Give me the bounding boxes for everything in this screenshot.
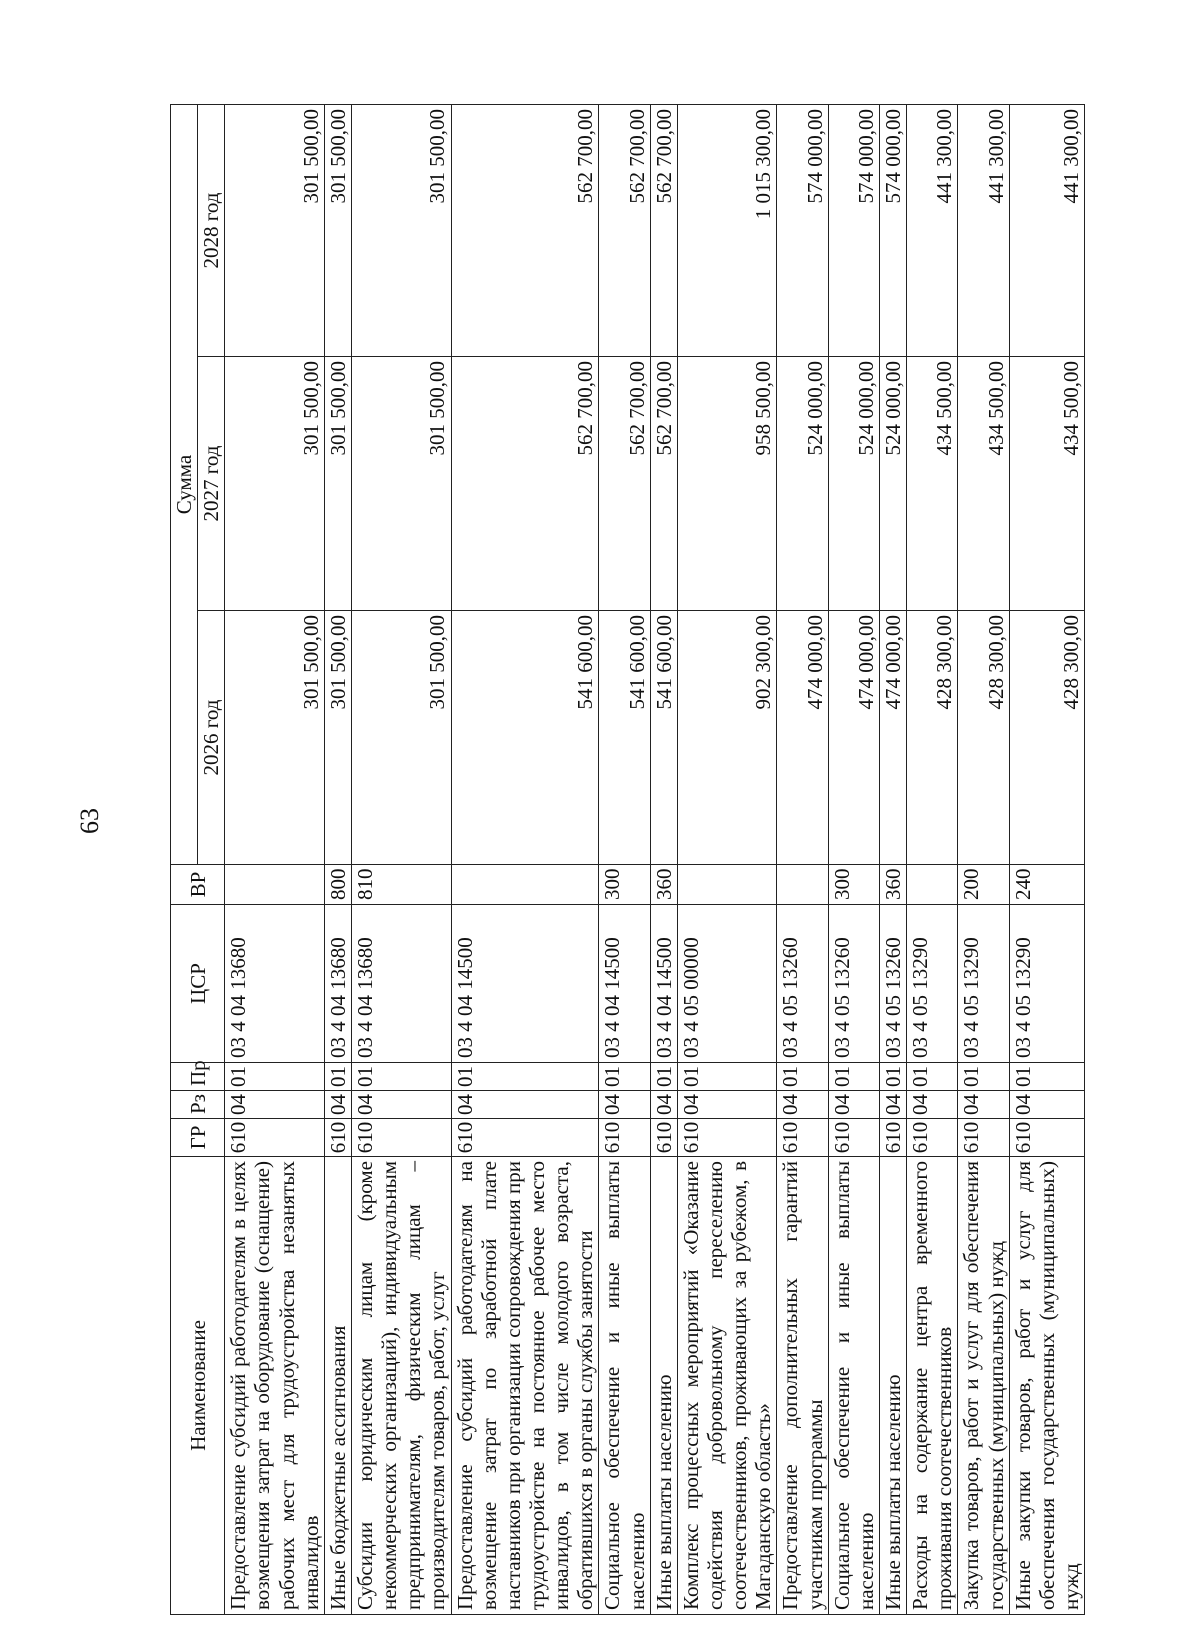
cell-2026: 541 600,00: [451, 611, 599, 865]
cell-gr: 610: [677, 1119, 777, 1157]
cell-vr: 800: [324, 865, 351, 905]
cell-gr: 610: [958, 1119, 1009, 1157]
cell-2027: 434 500,00: [907, 357, 958, 611]
cell-2028: 441 300,00: [958, 104, 1009, 356]
cell-2027: 562 700,00: [650, 357, 677, 611]
cell-csr: 03 4 04 13680: [351, 905, 451, 1063]
cell-vr: [677, 865, 777, 905]
cell-2027: 524 000,00: [777, 357, 828, 611]
cell-2027: 562 700,00: [451, 357, 599, 611]
page-number: 63: [75, 808, 104, 834]
cell-2026: 541 600,00: [599, 611, 650, 865]
cell-rz: 04: [677, 1091, 777, 1119]
header-vr: ВР: [171, 865, 225, 905]
cell-2026: 474 000,00: [828, 611, 879, 865]
cell-2028: 574 000,00: [777, 104, 828, 356]
cell-csr: 03 4 04 13680: [225, 905, 325, 1063]
cell-2027: 434 500,00: [1009, 357, 1084, 611]
cell-csr: 03 4 05 13290: [1009, 905, 1084, 1063]
header-2028: 2028 год: [198, 104, 225, 356]
cell-csr: 03 4 05 13260: [777, 905, 828, 1063]
cell-pr: 01: [225, 1063, 325, 1091]
cell-2028: 574 000,00: [879, 104, 906, 356]
cell-name: Предоставление дополнительных гарантий участникам программы: [777, 1157, 828, 1615]
cell-vr: 360: [879, 865, 906, 905]
cell-2028: 301 500,00: [324, 104, 351, 356]
cell-2027: 524 000,00: [828, 357, 879, 611]
table-row: [451, 104, 599, 1614]
cell-name: Расходы на содержание центра временного проживания соотечественников: [907, 1157, 958, 1615]
table-row: [599, 104, 650, 1614]
cell-vr: 810: [351, 865, 451, 905]
cell-name: Предоставление субсидий работодателям в целях возмещения затрат на оборудование (оснащение) рабочих мест для трудоустройства незанятых инвалидов: [225, 1157, 325, 1615]
cell-name: Иные выплаты населению: [879, 1157, 906, 1615]
cell-vr: 300: [599, 865, 650, 905]
cell-2028: 301 500,00: [351, 104, 451, 356]
cell-2026: 428 300,00: [907, 611, 958, 865]
cell-gr: 610: [225, 1119, 325, 1157]
cell-2027: 958 500,00: [677, 357, 777, 611]
cell-vr: 360: [650, 865, 677, 905]
cell-2028: 441 300,00: [1009, 104, 1084, 356]
header-sum: Сумма: [171, 104, 198, 864]
cell-pr: 01: [879, 1063, 906, 1091]
table-row: [351, 104, 451, 1614]
cell-csr: 03 4 04 14500: [650, 905, 677, 1063]
cell-vr: 240: [1009, 865, 1084, 905]
cell-gr: 610: [351, 1119, 451, 1157]
table-row: [650, 104, 677, 1614]
cell-rz: 04: [599, 1091, 650, 1119]
cell-2026: 428 300,00: [1009, 611, 1084, 865]
cell-gr: 610: [599, 1119, 650, 1157]
cell-2028: 301 500,00: [225, 104, 325, 356]
cell-2026: 301 500,00: [225, 611, 325, 865]
header-2026: 2026 год: [198, 611, 225, 865]
header-gr: ГР: [171, 1119, 225, 1157]
cell-pr: 01: [777, 1063, 828, 1091]
cell-pr: 01: [677, 1063, 777, 1091]
cell-pr: 01: [1009, 1063, 1084, 1091]
cell-2027: 562 700,00: [599, 357, 650, 611]
cell-2026: 541 600,00: [650, 611, 677, 865]
cell-csr: 03 4 05 13260: [828, 905, 879, 1063]
cell-rz: 04: [451, 1091, 599, 1119]
cell-gr: 610: [777, 1119, 828, 1157]
cell-name: Предоставление субсидий работодателям на возмещение затрат по заработной плате наставников при организации сопровождения при трудоустройстве на постоянное рабочее место инвалидов, в том числе молодого возраста, обратившихся в органы службы занятости: [451, 1157, 599, 1615]
cell-rz: 04: [225, 1091, 325, 1119]
cell-name: Иные бюджетные ассигнования: [324, 1157, 351, 1615]
cell-pr: 01: [351, 1063, 451, 1091]
cell-rz: 04: [958, 1091, 1009, 1119]
header-2027: 2027 год: [198, 357, 225, 611]
cell-2028: 574 000,00: [828, 104, 879, 356]
cell-2028: 441 300,00: [907, 104, 958, 356]
cell-csr: 03 4 04 13680: [324, 905, 351, 1063]
cell-pr: 01: [599, 1063, 650, 1091]
table-body: [225, 104, 1085, 1614]
cell-vr: 300: [828, 865, 879, 905]
cell-rz: 04: [1009, 1091, 1084, 1119]
cell-pr: 01: [958, 1063, 1009, 1091]
cell-gr: 610: [451, 1119, 599, 1157]
cell-2026: 474 000,00: [879, 611, 906, 865]
cell-pr: 01: [324, 1063, 351, 1091]
table-row: [879, 104, 906, 1614]
cell-2026: 902 300,00: [677, 611, 777, 865]
cell-name: Субсидии юридическим лицам (кроме некоммерческих организаций), индивидуальным предпринимателям, физическим лицам – производителям товаров, работ, услуг: [351, 1157, 451, 1615]
cell-name: Иные закупки товаров, работ и услуг для обеспечения государственных (муниципальных) нужд: [1009, 1157, 1084, 1615]
table-row: [828, 104, 879, 1614]
cell-vr: 200: [958, 865, 1009, 905]
rotated-table-wrapper: [170, 105, 1083, 1615]
table-row: [1009, 104, 1084, 1614]
cell-2027: 524 000,00: [879, 357, 906, 611]
cell-name: Иные выплаты населению: [650, 1157, 677, 1615]
cell-gr: 610: [324, 1119, 351, 1157]
header-row-1: [171, 104, 198, 1614]
cell-gr: 610: [907, 1119, 958, 1157]
cell-csr: 03 4 04 14500: [451, 905, 599, 1063]
cell-2027: 301 500,00: [324, 357, 351, 611]
header-pr: Пр: [171, 1063, 225, 1091]
cell-name: Закупка товаров, работ и услуг для обеспечения государственных (муниципальных) нужд: [958, 1157, 1009, 1615]
table-row: [777, 104, 828, 1614]
table-row: [907, 104, 958, 1614]
cell-name: Социальное обеспечение и иные выплаты населению: [828, 1157, 879, 1615]
cell-pr: 01: [650, 1063, 677, 1091]
cell-pr: 01: [828, 1063, 879, 1091]
cell-gr: 610: [650, 1119, 677, 1157]
cell-rz: 04: [777, 1091, 828, 1119]
cell-vr: [777, 865, 828, 905]
cell-vr: [225, 865, 325, 905]
cell-gr: 610: [1009, 1119, 1084, 1157]
cell-pr: 01: [451, 1063, 599, 1091]
cell-2026: 301 500,00: [351, 611, 451, 865]
cell-vr: [907, 865, 958, 905]
cell-rz: 04: [828, 1091, 879, 1119]
cell-csr: 03 4 04 14500: [599, 905, 650, 1063]
cell-csr: 03 4 05 00000: [677, 905, 777, 1063]
cell-rz: 04: [324, 1091, 351, 1119]
cell-csr: 03 4 05 13290: [907, 905, 958, 1063]
cell-rz: 04: [879, 1091, 906, 1119]
table-row: [958, 104, 1009, 1614]
cell-2028: 562 700,00: [650, 104, 677, 356]
cell-2027: 434 500,00: [958, 357, 1009, 611]
table-row: [324, 104, 351, 1614]
cell-2027: 301 500,00: [351, 357, 451, 611]
cell-gr: 610: [828, 1119, 879, 1157]
table-row: [677, 104, 777, 1614]
header-name: Наименование: [171, 1157, 225, 1615]
cell-csr: 03 4 05 13290: [958, 905, 1009, 1063]
cell-rz: 04: [907, 1091, 958, 1119]
cell-2026: 474 000,00: [777, 611, 828, 865]
cell-2028: 1 015 300,00: [677, 104, 777, 356]
cell-rz: 04: [650, 1091, 677, 1119]
cell-2026: 301 500,00: [324, 611, 351, 865]
cell-gr: 610: [879, 1119, 906, 1157]
cell-rz: 04: [351, 1091, 451, 1119]
header-csr: ЦСР: [171, 905, 225, 1063]
cell-vr: [451, 865, 599, 905]
cell-2028: 562 700,00: [451, 104, 599, 356]
cell-csr: 03 4 05 13260: [879, 905, 906, 1063]
cell-name: Комплекс процессных мероприятий «Оказание содействия добровольному переселению соотечественников, проживающих за рубежом, в Магаданскую область»: [677, 1157, 777, 1615]
cell-name: Социальное обеспечение и иные выплаты населению: [599, 1157, 650, 1615]
cell-2027: 301 500,00: [225, 357, 325, 611]
header-rz: Рз: [171, 1091, 225, 1119]
table-row: [225, 104, 325, 1614]
cell-pr: 01: [907, 1063, 958, 1091]
cell-2026: 428 300,00: [958, 611, 1009, 865]
budget-table: [170, 104, 1085, 1615]
cell-2028: 562 700,00: [599, 104, 650, 356]
